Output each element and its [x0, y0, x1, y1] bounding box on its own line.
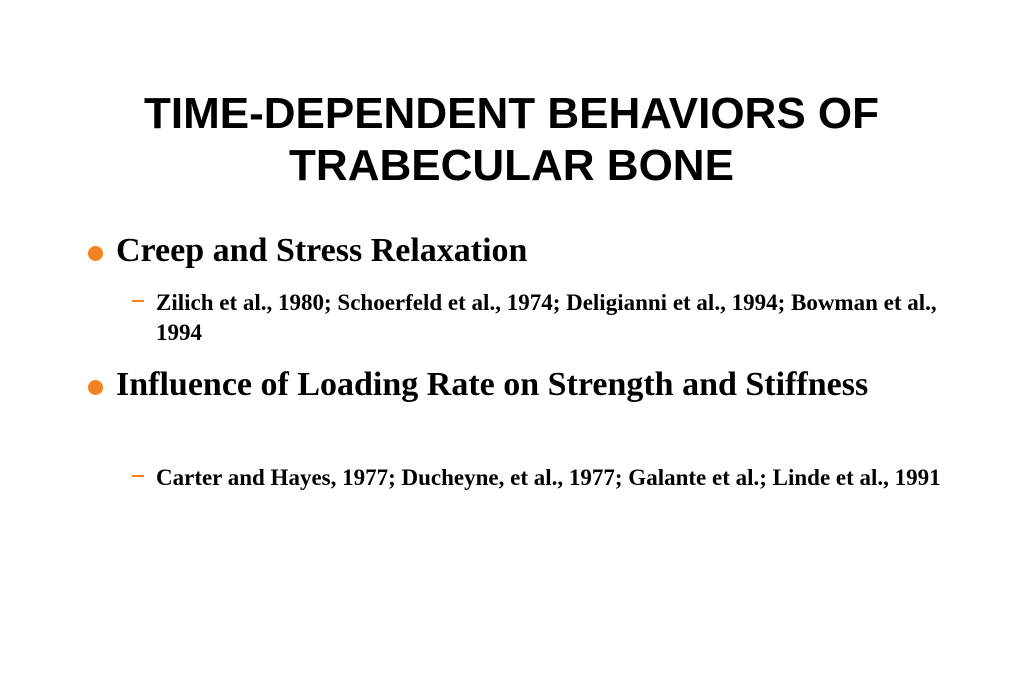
- slide-title-line-1: TIME-DEPENDENT BEHAVIORS OF: [143, 89, 879, 138]
- bullet-dot-icon: [88, 246, 103, 261]
- bullet-dot-icon: [88, 380, 103, 395]
- sub-text: Zilich et al., 1980; Schoerfeld et al., 1974; Deligianni et al., 1994; Bowman et al., 1994: [156, 290, 937, 345]
- bullet-text: Influence of Loading Rate on Strength and Stiffness: [116, 366, 869, 403]
- dash-icon: [132, 475, 144, 477]
- slide-title-line-2: TRABECULAR BONE: [289, 141, 734, 190]
- dash-icon: [132, 300, 144, 302]
- slide-title: [40, 88, 983, 192]
- sub-text: Carter and Hayes, 1977; Ducheyne, et al., 1977; Galante et al.; Linde et al., 1991: [156, 465, 941, 490]
- bullet-text: Creep and Stress Relaxation: [116, 232, 528, 269]
